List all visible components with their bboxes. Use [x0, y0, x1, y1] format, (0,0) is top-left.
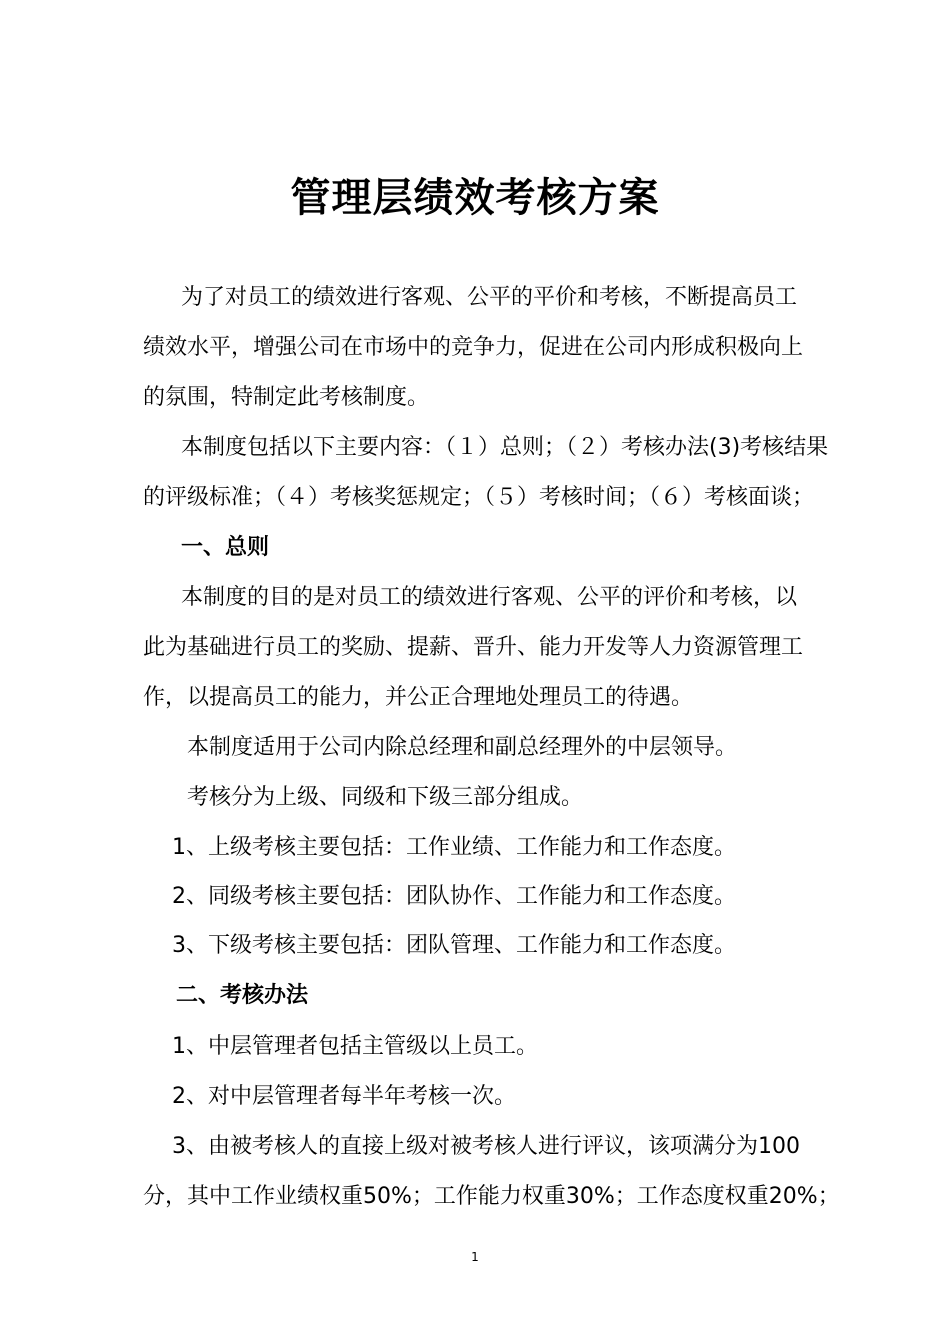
document-title: 管理层绩效考核方案: [290, 175, 660, 221]
list-item: 1、中层管理者包括主管级以上员工。: [172, 1034, 538, 1059]
paragraph-line: 的评级标准；（４）考核奖惩规定；（５）考核时间；（６）考核面谈；: [143, 485, 815, 510]
paragraph-line: 本制度适用于公司内除总经理和副总经理外的中层领导。: [187, 735, 738, 760]
list-item: 3、由被考核人的直接上级对被考核人进行评议，该项满分为100: [172, 1134, 800, 1159]
list-item: 2、同级考核主要包括：团队协作、工作能力和工作态度。: [172, 884, 736, 909]
list-item: 2、对中层管理者每半年考核一次。: [172, 1084, 516, 1109]
section-heading: 二、考核办法: [176, 983, 309, 1008]
paragraph-line: 作，以提高员工的能力，并公正合理地处理员工的待遇。: [143, 685, 694, 710]
list-item: 3、下级考核主要包括：团队管理、工作能力和工作态度。: [172, 933, 736, 958]
paragraph-line: 分，其中工作业绩权重50%；工作能力权重30%；工作态度权重20%；: [143, 1184, 840, 1209]
paragraph-line: 的氛围，特制定此考核制度。: [143, 385, 430, 410]
page-number: 1: [471, 1250, 479, 1264]
section-heading: 一、总则: [181, 535, 270, 560]
paragraph-line: 本制度的目的是对员工的绩效进行客观、公平的评价和考核，以: [181, 585, 798, 610]
paragraph-line: 此为基础进行员工的奖励、提薪、晋升、能力开发等人力资源管理工: [143, 635, 804, 660]
list-item: 1、上级考核主要包括：工作业绩、工作能力和工作态度。: [172, 835, 736, 860]
paragraph-line: 考核分为上级、同级和下级三部分组成。: [187, 785, 584, 810]
paragraph-line: 本制度包括以下主要内容：（１）总则；（２）考核办法(3)考核结果: [181, 435, 829, 460]
paragraph-line: 为了对员工的绩效进行客观、公平的平价和考核，不断提高员工: [181, 285, 798, 310]
paragraph-line: 绩效水平，增强公司在市场中的竞争力，促进在公司内形成积极向上: [143, 335, 804, 360]
